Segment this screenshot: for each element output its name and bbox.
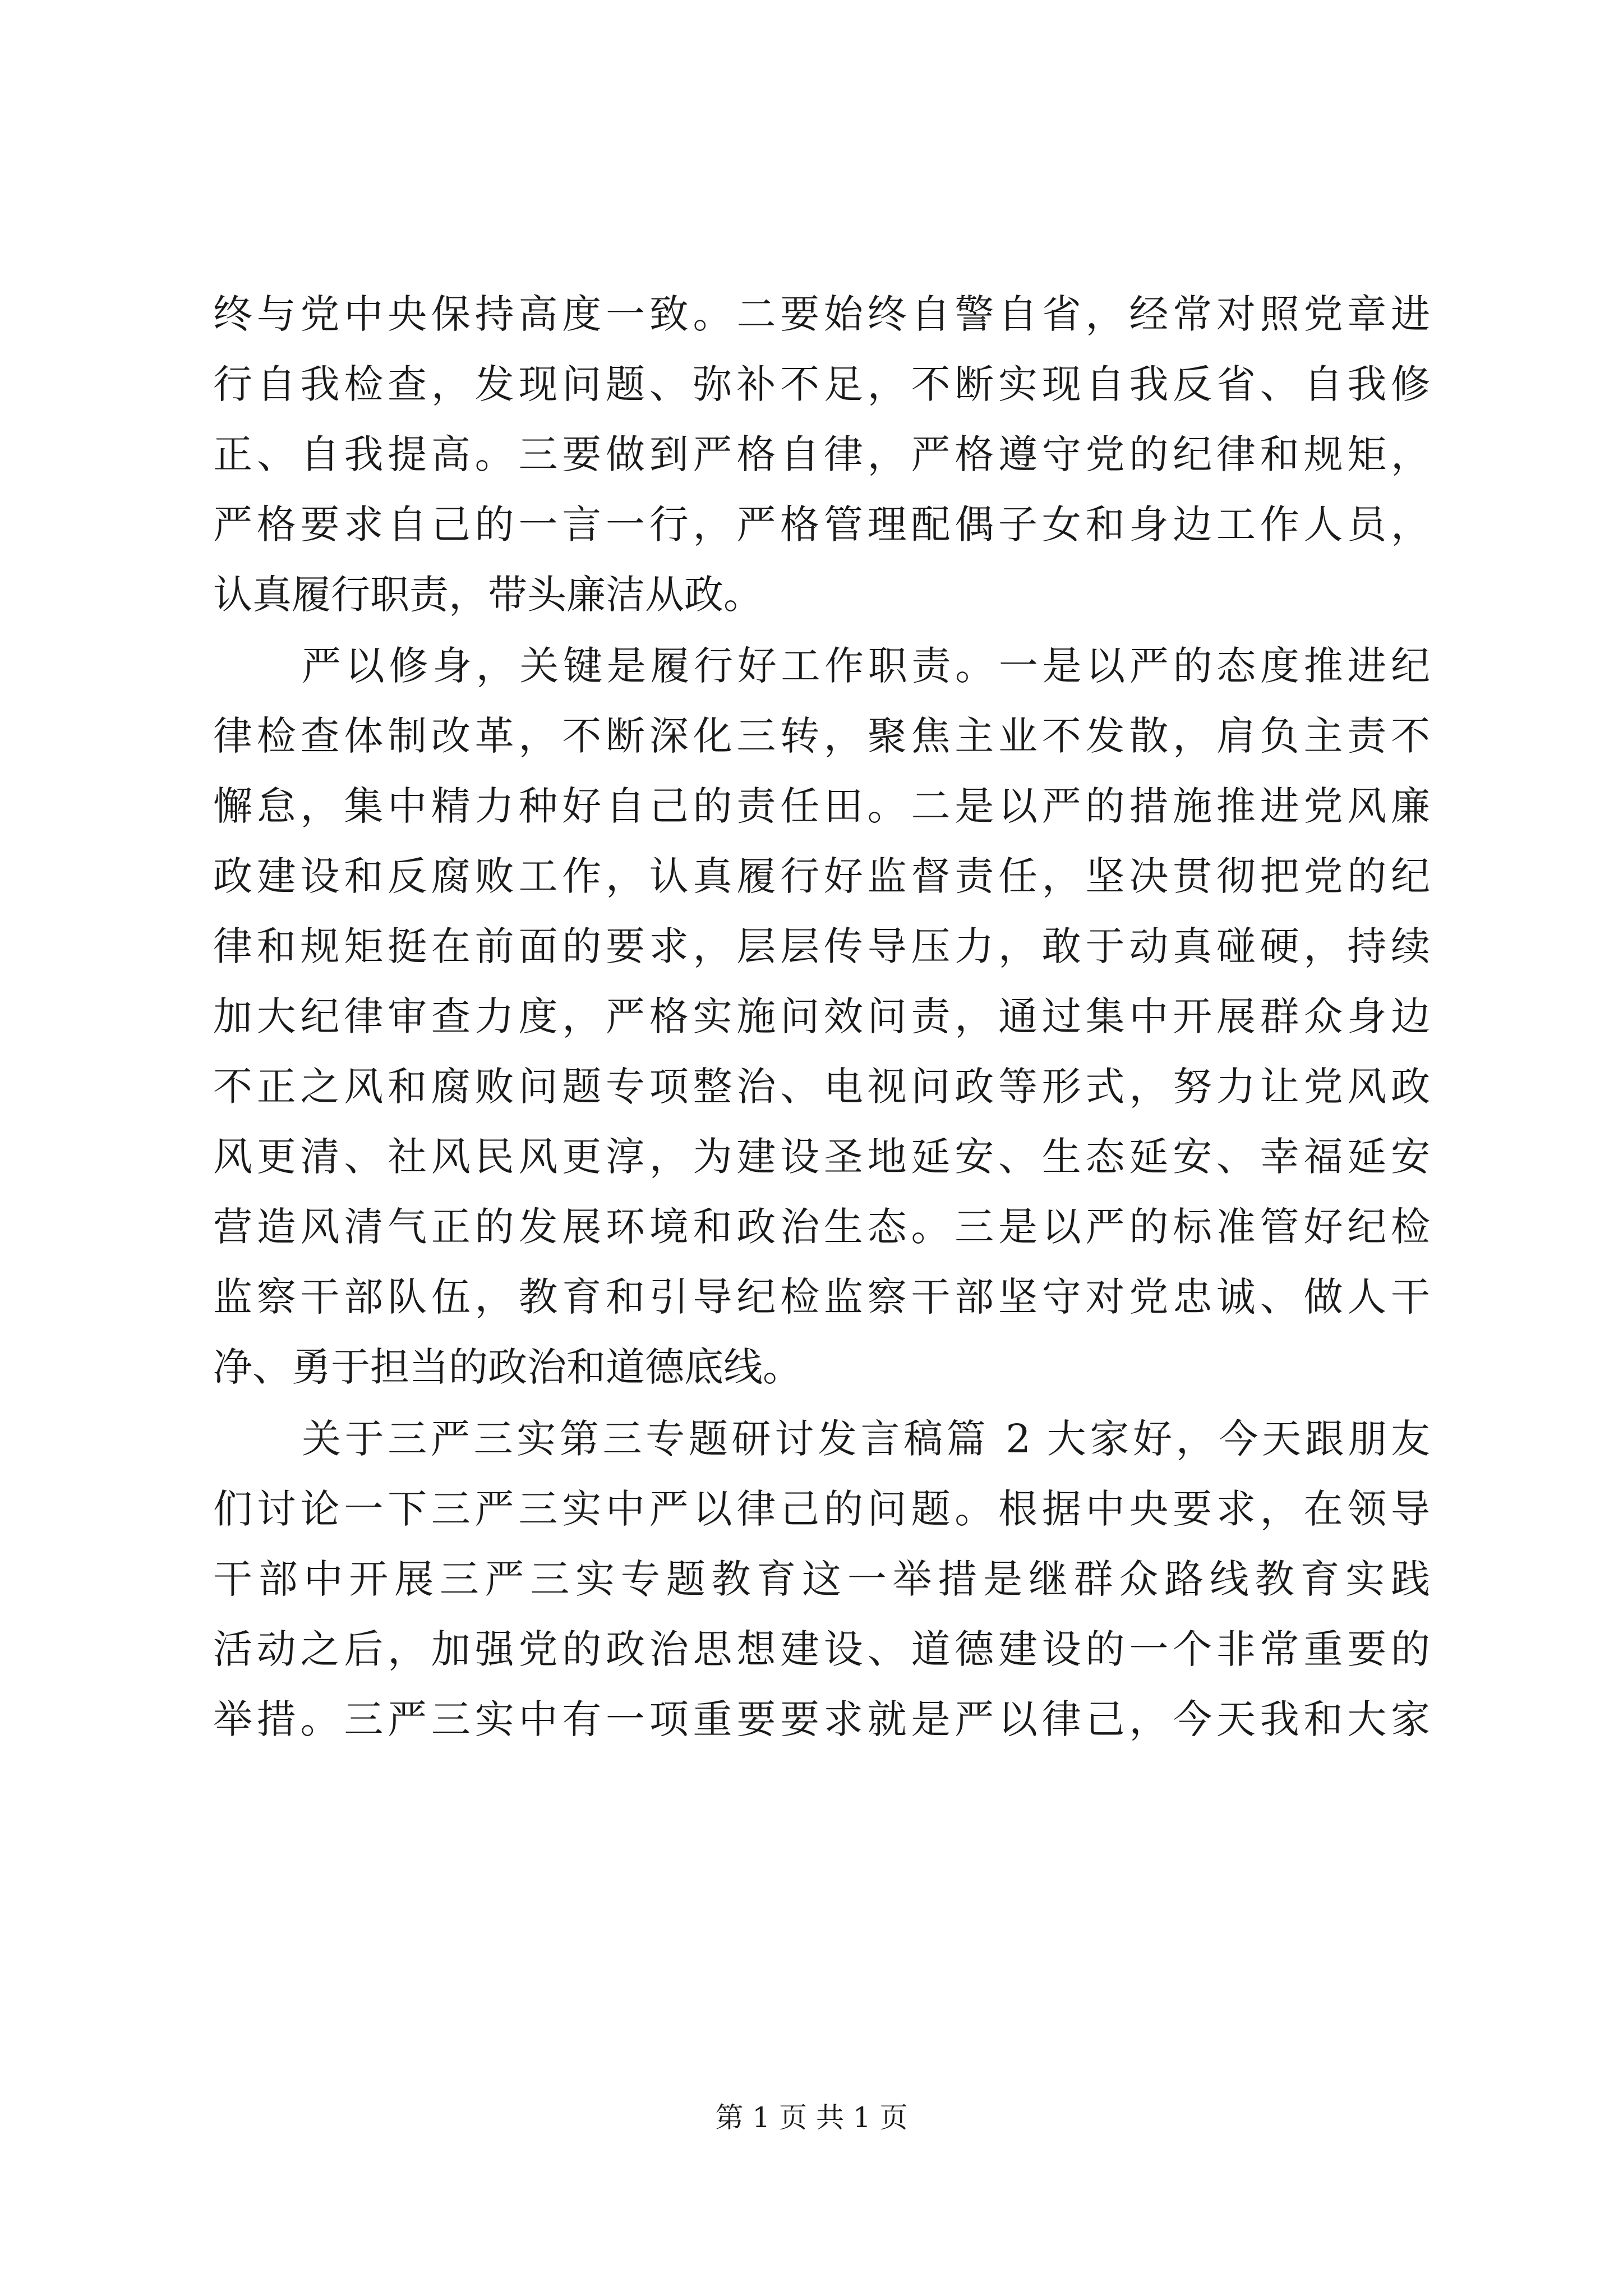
text-line: 活动之后，加强党的政治思想建设、道德建设的一个非常重要的 [213,1626,1430,1672]
paragraph-first-line: 关于三严三实第三专题研讨发言稿篇 2 大家好，今天跟朋友 [302,1416,1430,1462]
text-line: 净、勇于担当的政治和道德底线。 [213,1344,802,1390]
text-line: 正、自我提高。三要做到严格自律，严格遵守党的纪律和规矩， [213,431,1430,477]
text-line: 政建设和反腐败工作，认真履行好监督责任，坚决贯彻把党的纪 [213,853,1430,899]
text-line: 营造风清气正的发展环境和政治生态。三是以严的标准管好纪检 [213,1204,1430,1250]
text-line: 举措。三严三实中有一项重要要求就是严以律己，今天我和大家 [213,1696,1430,1742]
page-footer: 第 1 页 共 1 页 [715,2101,908,2134]
text-line: 们讨论一下三严三实中严以律己的问题。根据中央要求，在领导 [213,1486,1430,1532]
text-line: 加大纪律审查力度，严格实施问效问责，通过集中开展群众身边 [213,993,1430,1039]
text-line: 干部中开展三严三实专题教育这一举措是继群众路线教育实践 [213,1556,1430,1602]
text-line: 认真履行职责，带头廉洁从政。 [213,572,763,618]
text-line: 不正之风和腐败问题专项整治、电视问政等形式，努力让党风政 [213,1064,1430,1110]
text-line: 风更清、社风民风更淳，为建设圣地延安、生态延安、幸福延安 [213,1134,1430,1180]
text-line: 律和规矩挺在前面的要求，层层传导压力，敢于动真碰硬，持续 [213,923,1430,969]
paragraph-first-line: 严以修身，关键是履行好工作职责。一是以严的态度推进纪 [302,643,1430,689]
text-line: 终与党中央保持高度一致。二要始终自警自省，经常对照党章进 [213,291,1430,337]
text-line: 律检查体制改革，不断深化三转，聚焦主业不发散，肩负主责不 [213,713,1430,759]
text-line: 懈怠，集中精力种好自己的责任田。二是以严的措施推进党风廉 [213,783,1430,829]
text-line: 监察干部队伍，教育和引导纪检监察干部坚守对党忠诚、做人干 [213,1274,1430,1320]
text-line: 行自我检查，发现问题、弥补不足，不断实现自我反省、自我修 [213,361,1430,407]
text-line: 严格要求自己的一言一行，严格管理配偶子女和身边工作人员， [213,501,1430,547]
